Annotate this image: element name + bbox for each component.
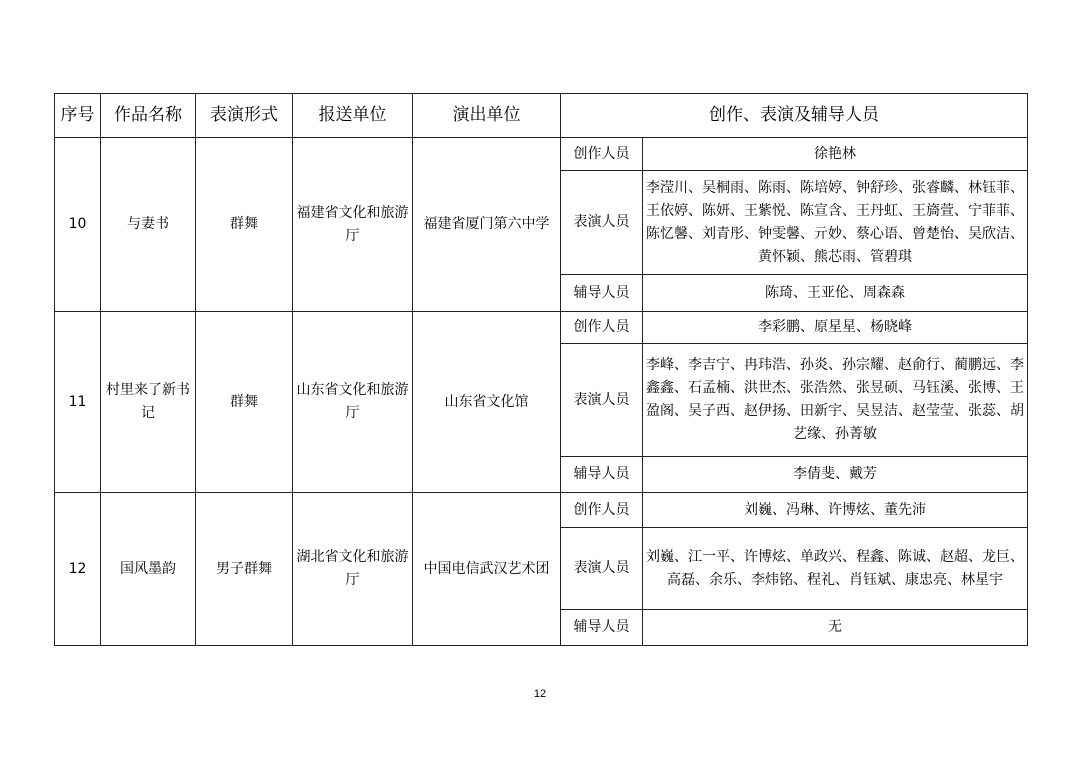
role-label-creation: 创作人员 (561, 138, 643, 171)
table-row (55, 493, 1028, 528)
coaching-staff: 李倩斐、戴芳 (643, 457, 1028, 493)
header-performing-unit: 演出单位 (413, 94, 561, 138)
coaching-staff: 陈琦、王亚伦、周森森 (643, 275, 1028, 312)
role-label-performance: 表演人员 (561, 344, 643, 457)
table-row (55, 312, 1028, 344)
entry-performing-unit: 福建省厦门第六中学 (413, 138, 561, 312)
performance-staff: 李峰、李吉宁、冉玮浩、孙炎、孙宗耀、赵俞行、蔺鹏远、李鑫鑫、石孟楠、洪世杰、张浩然、张昱硕、马钰溪、张博、王盈阁、吴子西、赵伊扬、田新宇、吴昱洁、赵莹莹、张蕊、胡艺缘、孙菁敏 (643, 344, 1028, 457)
role-label-creation: 创作人员 (561, 493, 643, 528)
coaching-staff: 无 (643, 610, 1028, 646)
entry-work-name: 与妻书 (101, 138, 196, 312)
header-index: 序号 (55, 94, 101, 138)
header-form: 表演形式 (196, 94, 293, 138)
entry-index: 12 (55, 493, 101, 646)
creation-staff: 刘巍、冯琳、许博炫、董先沛 (643, 493, 1028, 528)
entry-index: 11 (55, 312, 101, 493)
role-label-creation: 创作人员 (561, 312, 643, 344)
performance-staff: 李滢川、吴桐雨、陈雨、陈培婷、钟舒珍、张睿麟、林钰菲、王依婷、陈妍、王紫悦、陈宣含、王丹虹、王旖萱、宁菲菲、陈忆馨、刘青彤、钟雯馨、亓妙、蔡心语、曾楚怡、吴欣洁、黄怀颖、熊芯雨、管碧琪 (643, 171, 1028, 275)
entry-work-name: 国风墨韵 (101, 493, 196, 646)
page-number: 12 (533, 688, 547, 700)
header-submitting-unit: 报送单位 (293, 94, 413, 138)
role-label-coaching: 辅导人员 (561, 457, 643, 493)
awards-table (54, 93, 1028, 646)
performance-staff: 刘巍、江一平、许博炫、单政兴、程鑫、陈诚、赵超、龙巨、高磊、余乐、李炜铭、程礼、肖钰斌、康忠亮、林星宇 (643, 528, 1028, 610)
header-staff: 创作、表演及辅导人员 (561, 94, 1028, 138)
entry-form: 男子群舞 (196, 493, 293, 646)
table-row (55, 138, 1028, 171)
entry-work-name: 村里来了新书记 (101, 312, 196, 493)
entry-performing-unit: 山东省文化馆 (413, 312, 561, 493)
header-work-name: 作品名称 (101, 94, 196, 138)
entry-submitting-unit: 福建省文化和旅游厅 (293, 138, 413, 312)
role-label-performance: 表演人员 (561, 171, 643, 275)
role-label-coaching: 辅导人员 (561, 275, 643, 312)
entry-index: 10 (55, 138, 101, 312)
creation-staff: 徐艳林 (643, 138, 1028, 171)
creation-staff: 李彩鹏、原星星、杨晓峰 (643, 312, 1028, 344)
entry-performing-unit: 中国电信武汉艺术团 (413, 493, 561, 646)
entry-submitting-unit: 山东省文化和旅游厅 (293, 312, 413, 493)
role-label-performance: 表演人员 (561, 528, 643, 610)
header-row (55, 94, 1028, 138)
entry-submitting-unit: 湖北省文化和旅游厅 (293, 493, 413, 646)
entry-form: 群舞 (196, 138, 293, 312)
role-label-coaching: 辅导人员 (561, 610, 643, 646)
entry-form: 群舞 (196, 312, 293, 493)
